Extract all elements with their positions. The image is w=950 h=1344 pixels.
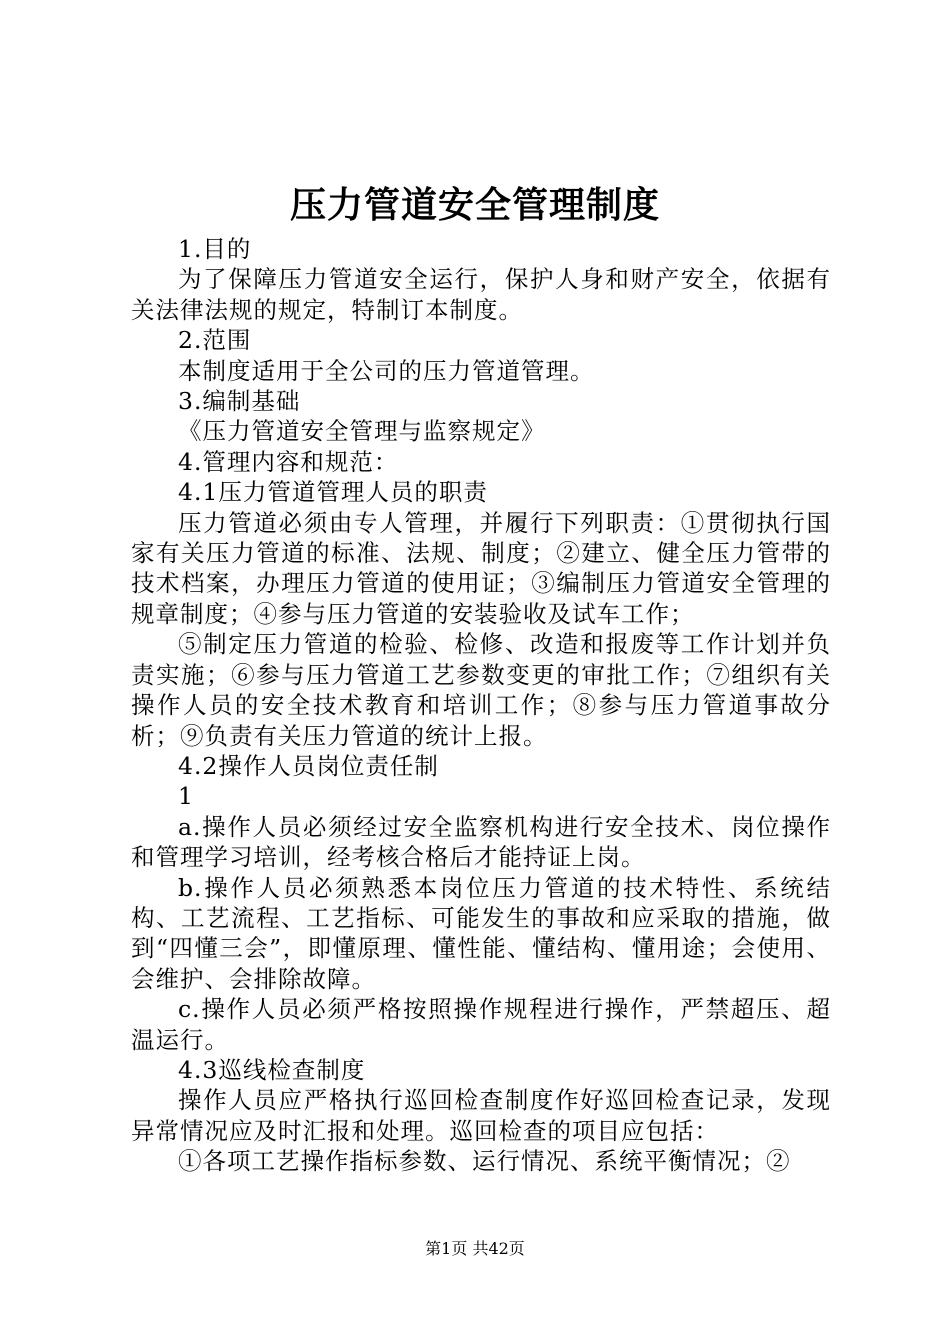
body-paragraph: ①各项工艺操作指标参数、运行情况、系统平衡情况；② [178, 1147, 791, 1176]
subsection-heading: 4.1压力管道管理人员的职责 [178, 478, 488, 507]
section-heading: 3.编制基础 [178, 387, 301, 416]
body-paragraph: 《压力管道安全管理与监察规定》 [178, 417, 546, 446]
body-paragraph: ⑤制定压力管道的检验、检修、改造和报废等工作计划并负责实施；⑥参与压力管道工艺参数变更的审批工作；⑦组织有关操作人员的安全技术教育和培训工作；⑧参与压力管道事故分析；⑨负责有关压力管道的统计上报。 [131, 630, 831, 750]
section-heading: 1.目的 [178, 235, 252, 263]
body-paragraph: c.操作人员必须严格按照操作规程进行操作，严禁超压、超温运行。 [131, 995, 831, 1054]
section-heading: 4.管理内容和规范： [178, 447, 399, 476]
body-paragraph: 为了保障压力管道安全运行，保护人身和财产安全，依据有关法律法规的规定，特制订本制度。 [131, 265, 831, 324]
document-body [131, 234, 831, 1177]
document-title: 压力管道安全管理制度 [289, 184, 660, 226]
body-paragraph: 压力管道必须由专人管理，并履行下列职责：①贯彻执行国家有关压力管道的标准、法规、制度；②建立、健全压力管带的技术档案，办理压力管道的使用证；③编制压力管道安全管理的规章制度；④参与压力管道的安装验收及试车工作； [131, 508, 831, 628]
subsection-heading: 4.3巡线检查制度 [178, 1055, 366, 1084]
body-paragraph: 操作人员应严格执行巡回检查制度作好巡回检查记录，发现异常情况应及时汇报和处理。巡回检查的项目应包括： [131, 1086, 831, 1145]
body-paragraph: b.操作人员必须熟悉本岗位压力管道的技术特性、系统结构、工艺流程、工艺指标、可能发生的事故和应采取的措施，做到“四懂三会”，即懂原理、懂性能、懂结构、懂用途；会使用、会维护、会排除故障。 [131, 873, 831, 993]
list-number: 1 [178, 782, 194, 811]
page-number-footer: 第1页 共42页 [425, 1239, 525, 1258]
body-paragraph: a.操作人员必须经过安全监察机构进行安全技术、岗位操作和管理学习培训，经考核合格后才能持证上岗。 [131, 812, 831, 872]
section-heading: 2.范围 [178, 326, 252, 355]
subsection-heading: 4.2操作人员岗位责任制 [178, 751, 439, 780]
body-paragraph: 本制度适用于全公司的压力管道管理。 [178, 356, 595, 385]
